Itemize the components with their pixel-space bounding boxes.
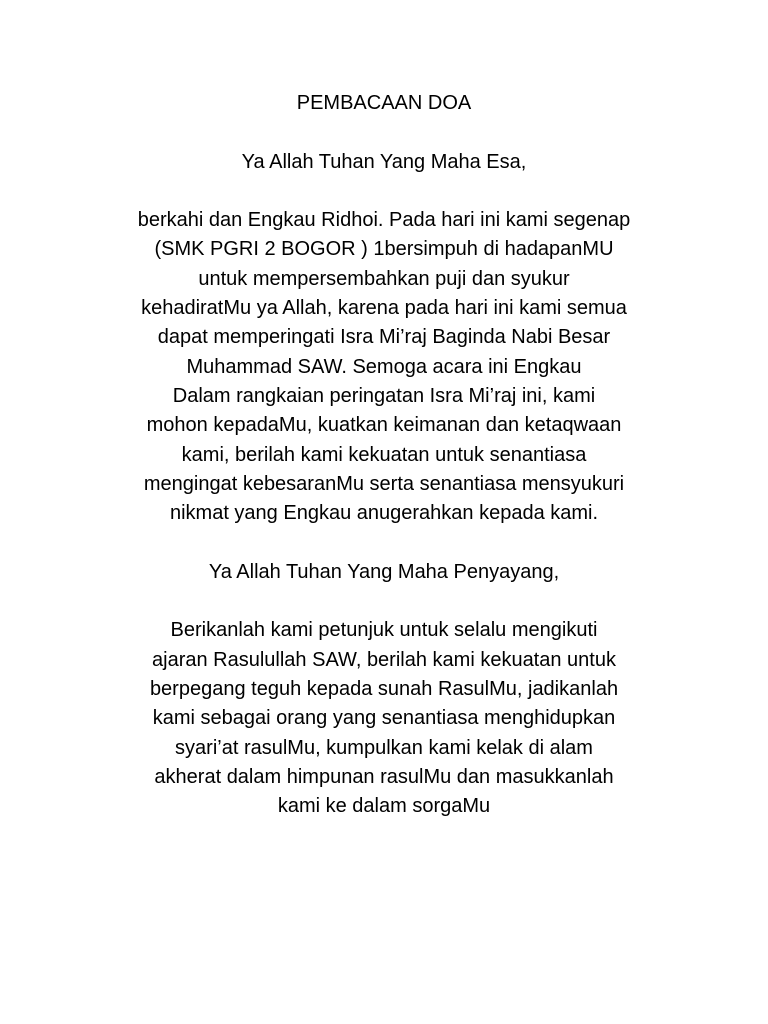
greeting-line: Ya Allah Tuhan Yang Maha Esa, xyxy=(241,150,527,173)
paragraph-line: (SMK PGRI 2 BOGOR ) 1bersimpuh di hadapanMU xyxy=(154,238,614,261)
paragraph-line: syari’at rasulMu, kumpulkan kami kelak di alam xyxy=(175,736,593,759)
document-body xyxy=(84,89,684,821)
paragraph-line: untuk mempersembahkan puji dan syukur xyxy=(198,267,570,290)
spacer xyxy=(84,528,684,557)
spacer xyxy=(84,118,684,147)
paragraph-line: nikmat yang Engkau anugerahkan kepada kami. xyxy=(169,502,599,525)
paragraph-line: mohon kepadaMu, kuatkan keimanan dan ketaqwaan xyxy=(146,414,622,437)
paragraph-1 xyxy=(84,206,684,528)
paragraph-2 xyxy=(84,616,684,821)
paragraph-line: Dalam rangkaian peringatan Isra Mi’raj ini, kami xyxy=(172,384,596,407)
spacer xyxy=(84,177,684,206)
paragraph-line: mengingat kebesaranMu serta senantiasa mensyukuri xyxy=(143,472,625,495)
paragraph-line: kami sebagai orang yang senantiasa menghidupkan xyxy=(152,707,616,730)
greeting-line: Ya Allah Tuhan Yang Maha Penyayang, xyxy=(208,560,560,583)
paragraph-line: Berikanlah kami petunjuk untuk selalu mengikuti xyxy=(170,619,598,642)
paragraph-line: berpegang teguh kepada sunah RasulMu, jadikanlah xyxy=(149,677,619,700)
paragraph-line: kehadiratMu ya Allah, karena pada hari ini kami semua xyxy=(141,297,627,320)
paragraph-line: dapat memperingati Isra Mi’raj Baginda Nabi Besar xyxy=(157,326,611,349)
paragraph-line: Muhammad SAW. Semoga acara ini Engkau xyxy=(186,355,582,378)
paragraph-line: kami, berilah kami kekuatan untuk senantiasa xyxy=(181,443,587,466)
spacer xyxy=(84,587,684,616)
paragraph-line: kami ke dalam sorgaMu xyxy=(277,795,491,818)
document-title: PEMBACAAN DOA xyxy=(296,92,472,114)
paragraph-line: berkahi dan Engkau Ridhoi. Pada hari ini kami segenap xyxy=(137,209,631,232)
paragraph-line: akherat dalam himpunan rasulMu dan masukkanlah xyxy=(154,765,614,788)
paragraph-line: ajaran Rasulullah SAW, berilah kami kekuatan untuk xyxy=(152,648,616,671)
